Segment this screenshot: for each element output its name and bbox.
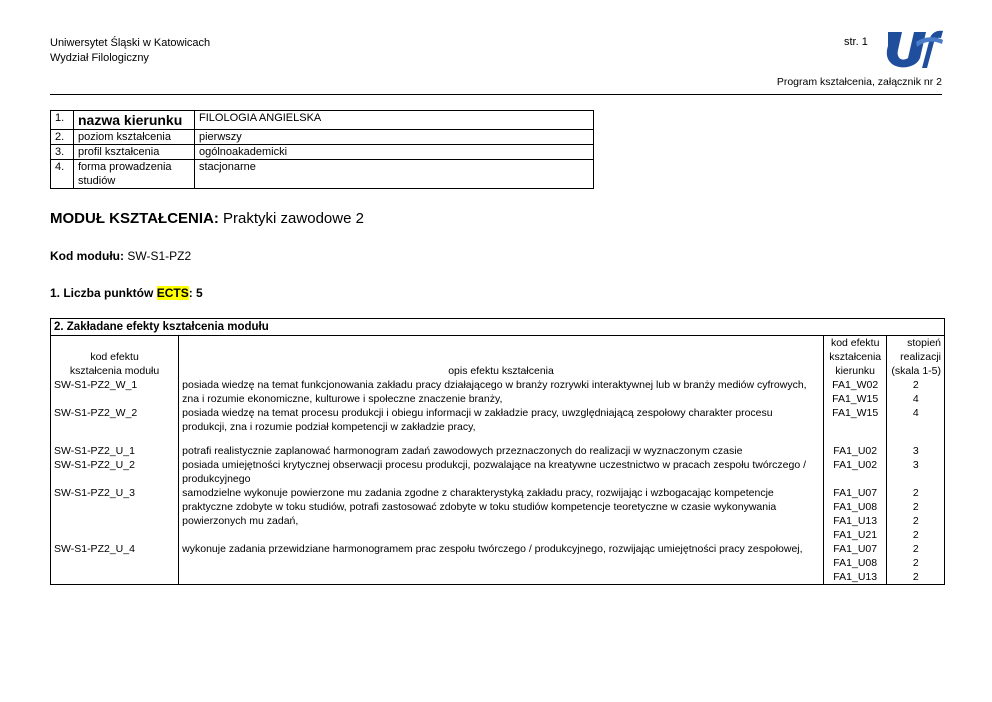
header-code: kod efektu kształcenia modułu	[51, 336, 179, 379]
outcomes-title: 2. Zakładane efekty kształcenia modułu	[51, 319, 945, 336]
module-code-value: SW-S1-PZ2	[127, 249, 192, 263]
ects-prefix: 1. Liczba punktów	[50, 286, 154, 300]
outcome-desc: posiada umiejętności krytycznej obserwacji procesu produkcji, pozwalające na kreatywne uczestnictwo w pracach zespołu twórczego / produkcyjnego	[179, 458, 824, 486]
outcome-desc: posiada wiedzę na temat funkcjonowania zakładu pracy działającego w branży rozrywki interaktywnej lub w branży mediów cyfrowych, zna i rozumie ekonomiczne, kulturowe i społeczne znaczenie branży,	[179, 378, 824, 406]
outcome-stopien: 2 4	[887, 378, 945, 406]
info-num: 4.	[51, 160, 74, 189]
ects-word: ECTS	[156, 286, 189, 300]
module-title	[50, 210, 364, 227]
outcome-kier: FA1_U07 FA1_U08 FA1_U13	[823, 542, 887, 585]
info-row	[51, 145, 594, 160]
info-value: ogólnoakademicki	[195, 145, 594, 160]
info-row	[51, 111, 594, 130]
outcomes-header-row	[51, 336, 945, 379]
outcome-row	[51, 406, 945, 434]
outcome-desc: potrafi realistycznie zaplanować harmonogram zadań zawodowych przeznaczonych do realizacji w wyznaczonym czasie	[179, 444, 824, 458]
info-num: 1.	[51, 111, 74, 130]
program-info-table	[50, 110, 594, 189]
header-stopien: stopień realizacji (skala 1-5)	[887, 336, 945, 379]
info-label: profil kształcenia	[74, 145, 195, 160]
ects-value: : 5	[188, 286, 203, 300]
outcome-stopien: 2 2 2 2	[887, 486, 945, 542]
ects-line	[50, 286, 203, 300]
outcome-row	[51, 378, 945, 406]
module-title-value: Praktyki zawodowe 2	[223, 210, 364, 227]
header-desc: opis efektu kształcenia	[179, 336, 824, 379]
outcome-desc: wykonuje zadania przewidziane harmonogramem prac zespołu twórczego / produkcyjnego, rozwijając umiejętności pracy zespołowej,	[179, 542, 824, 585]
module-code	[50, 249, 191, 263]
outcome-row	[51, 458, 945, 486]
outcomes-title-row	[51, 319, 945, 336]
info-label: forma prowadzenia studiów	[74, 160, 195, 189]
page-number: str. 1	[844, 36, 868, 48]
header-kier: kod efektu kształcenia kierunku	[823, 336, 887, 379]
outcome-stopien: 3	[887, 444, 945, 458]
info-value: stacjonarne	[195, 160, 594, 189]
spacer-row	[51, 434, 945, 444]
header-divider	[50, 94, 942, 95]
outcome-stopien: 3	[887, 458, 945, 486]
outcome-row	[51, 486, 945, 542]
outcome-code: SW-S1-PZ2_U_3	[51, 486, 179, 542]
info-label: nazwa kierunku	[74, 111, 195, 130]
info-label: poziom kształcenia	[74, 130, 195, 145]
faculty-name: Wydział Filologiczny	[50, 52, 149, 64]
outcome-row	[51, 542, 945, 585]
outcome-code: SW-S1-PZ2_U_2	[51, 458, 179, 486]
info-value: pierwszy	[195, 130, 594, 145]
page-header-left	[50, 36, 210, 66]
outcome-code: SW-S1-PZ2_U_1	[51, 444, 179, 458]
university-name: Uniwersytet Śląski w Katowicach	[50, 37, 211, 49]
outcome-stopien: 2 2 2	[887, 542, 945, 585]
outcome-kier: FA1_W02 FA1_W15	[823, 378, 887, 406]
university-logo	[886, 28, 944, 70]
outcome-code: SW-S1-PZ2_W_2	[51, 406, 179, 434]
program-label: Program kształcenia, załącznik nr 2	[776, 76, 942, 88]
info-row	[51, 130, 594, 145]
info-value: FILOLOGIA ANGIELSKA	[195, 111, 594, 130]
info-num: 2.	[51, 130, 74, 145]
learning-outcomes-table	[50, 318, 945, 585]
info-row	[51, 160, 594, 189]
outcome-kier: FA1_U07 FA1_U08 FA1_U13 FA1_U21	[823, 486, 887, 542]
info-num: 3.	[51, 145, 74, 160]
outcome-code: SW-S1-PZ2_W_1	[51, 378, 179, 406]
module-title-label: MODUŁ KSZTAŁCENIA:	[50, 210, 219, 227]
outcome-desc: samodzielne wykonuje powierzone mu zadania zgodne z charakterystyką zakładu pracy, rozwijając i wzbogacając kompetencje praktyczne zdobyte w toku studiów, potrafi zastosować zdobyte w toku studiów kompetencje teoretyczne w czasie wykonywania powierzonych mu zadań,	[179, 486, 824, 542]
outcome-kier: FA1_U02	[823, 458, 887, 486]
module-code-label: Kod modułu:	[50, 249, 124, 263]
outcome-kier: FA1_W15	[823, 406, 887, 434]
outcome-desc: posiada wiedzę na temat procesu produkcji i obiegu informacji w zakładzie pracy, uwzględniającą zespołowy charakter procesu produkcji, zna i rozumie podział kompetencji w zakładzie pracy,	[179, 406, 824, 434]
outcome-kier: FA1_U02	[823, 444, 887, 458]
outcome-code: SW-S1-PZ2_U_4	[51, 542, 179, 585]
outcome-row	[51, 444, 945, 458]
outcome-stopien: 4	[887, 406, 945, 434]
